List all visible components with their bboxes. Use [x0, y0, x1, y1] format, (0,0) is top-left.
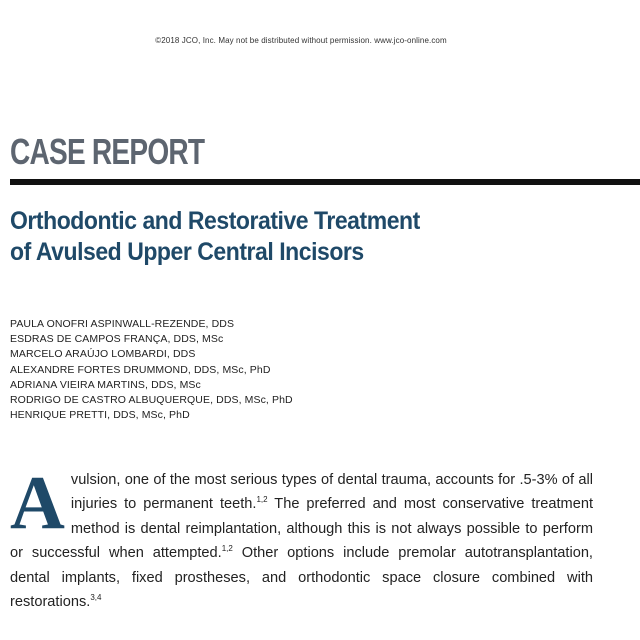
author: HENRIQUE PRETTI, DDS, MSc, PhD [10, 409, 190, 422]
body-text-segment: vulsion, one of the most serious types of dental trauma, accounts for .5-3% of all injuries to permanent teeth. [70, 472, 593, 513]
article-title-line-2: of Avulsed Upper Central Incisors [10, 238, 364, 266]
body-paragraph [10, 461, 593, 611]
author-list [10, 317, 610, 423]
copyright-notice: ©2018 JCO, Inc. May not be distributed without permission. www.jco-online.com [155, 36, 447, 45]
author: MARCELO ARAÚJO LOMBARDI, DDS [10, 348, 196, 361]
author: RODRIGO DE CASTRO ALBUQUERQUE, DDS, MSc, PhD [10, 394, 293, 407]
article-title-line-1: Orthodontic and Restorative Treatment [10, 207, 420, 235]
body-text-segment: Other options include premolar autotransplantation, dental implants, fixed prostheses, and orthodontic space closure combined with restorations. [10, 545, 593, 611]
citation-ref: 1,2 [221, 544, 233, 554]
author: ALEXANDRE FORTES DRUMMOND, DDS, MSc, PhD [10, 363, 271, 376]
author: PAULA ONOFRI ASPINWALL-REZENDE, DDS [10, 318, 235, 330]
section-label: CASE REPORT [10, 131, 205, 172]
drop-cap: A [10, 461, 65, 545]
body-text-segment: The preferred and most conservative treatment method is dental reimplantation, although this is not always possible to perform or successful when attempted. [10, 496, 593, 562]
article-title [10, 206, 630, 268]
author: ESDRAS DE CAMPOS FRANÇA, DDS, MSc [10, 333, 224, 346]
header-rule [10, 179, 640, 185]
citation-ref: 1,2 [256, 495, 268, 505]
citation-ref: 3,4 [90, 593, 102, 603]
author: ADRIANA VIEIRA MARTINS, DDS, MSc [10, 378, 201, 391]
